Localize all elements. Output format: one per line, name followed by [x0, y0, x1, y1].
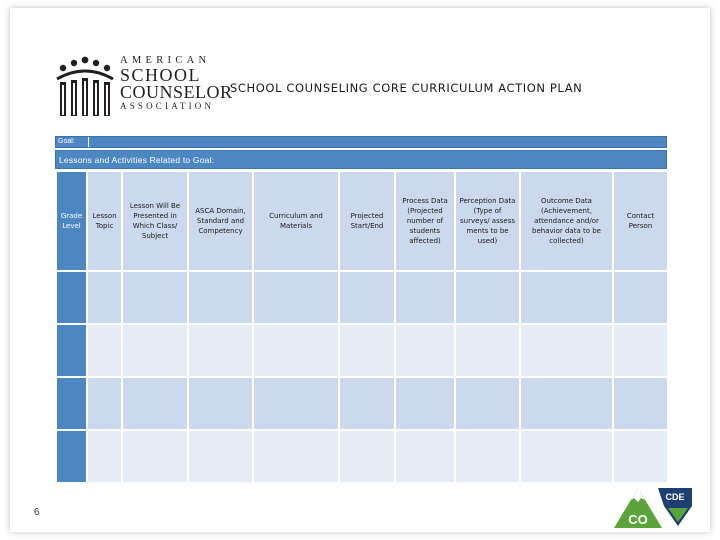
table-cell[interactable]: [122, 324, 188, 377]
logo-line-school: SCHOOL: [120, 65, 202, 85]
table-cell[interactable]: [613, 324, 668, 377]
table-cell[interactable]: [122, 377, 188, 430]
column-header-grade-level: Grade Level: [56, 171, 87, 271]
table-cell[interactable]: [455, 377, 520, 430]
table-cell[interactable]: [520, 377, 613, 430]
column-header-lesson-topic: Lesson Topic: [87, 171, 122, 271]
table-cell[interactable]: [520, 271, 613, 324]
table-cell[interactable]: [455, 271, 520, 324]
column-header-class-subject: Lesson Will Be Presented in Which Class/ Subject: [122, 171, 188, 271]
table-cell[interactable]: [188, 271, 253, 324]
page-number: 6: [34, 507, 40, 518]
goal-row[interactable]: [55, 136, 667, 148]
table-cell[interactable]: [56, 271, 87, 324]
table-cell[interactable]: [395, 271, 455, 324]
column-header-curriculum: Curriculum and Materials: [253, 171, 339, 271]
action-plan-table: [55, 170, 669, 484]
table-cell[interactable]: [87, 271, 122, 324]
table-cell[interactable]: [87, 377, 122, 430]
table-row: [56, 430, 668, 483]
column-header-projected-dates: Projected Start/End: [339, 171, 395, 271]
table-cell[interactable]: [395, 377, 455, 430]
table-cell[interactable]: [56, 324, 87, 377]
column-header-process-data: Process Data (Projected number of students affected): [395, 171, 455, 271]
table-cell[interactable]: [253, 271, 339, 324]
table-cell[interactable]: [520, 324, 613, 377]
page-title: SCHOOL COUNSELING CORE CURRICULUM ACTION PLAN: [230, 81, 583, 95]
goal-divider: [88, 137, 89, 147]
table-cell[interactable]: [87, 430, 122, 483]
table-row: [56, 324, 668, 377]
lessons-header: [55, 150, 667, 169]
logo-line-american: AMERICAN: [120, 55, 211, 66]
table-cell[interactable]: [253, 324, 339, 377]
cde-text: CDE: [665, 492, 685, 502]
table-cell[interactable]: [339, 430, 395, 483]
cde-co-logo: [612, 486, 694, 528]
column-header-asca-domain: ASCA Domain, Standard and Competency: [188, 171, 253, 271]
table-cell[interactable]: [87, 324, 122, 377]
table-cell[interactable]: [613, 271, 668, 324]
table-cell[interactable]: [122, 271, 188, 324]
colorado-mountain-icon: [612, 486, 694, 528]
lessons-label: Lessons and Activities Related to Goal:: [59, 155, 215, 165]
table-cell[interactable]: [395, 430, 455, 483]
table-cell[interactable]: [56, 377, 87, 430]
table-cell[interactable]: [455, 430, 520, 483]
table-row: [56, 271, 668, 324]
table-cell[interactable]: [613, 377, 668, 430]
table-cell[interactable]: [455, 324, 520, 377]
asca-logo: [52, 55, 233, 118]
column-header-contact-person: Contact Person: [613, 171, 668, 271]
table-cell[interactable]: [253, 377, 339, 430]
table-cell[interactable]: [56, 430, 87, 483]
table-cell[interactable]: [339, 271, 395, 324]
table-cell[interactable]: [188, 377, 253, 430]
table-cell[interactable]: [339, 324, 395, 377]
asca-figures-icon: [52, 55, 118, 118]
table-cell[interactable]: [395, 324, 455, 377]
table-row: [56, 377, 668, 430]
table-cell[interactable]: [253, 430, 339, 483]
table-cell[interactable]: [339, 377, 395, 430]
table-header-row: [56, 171, 668, 271]
logo-line-counselor: COUNSELOR: [120, 82, 233, 102]
column-header-outcome-data: Outcome Data (Achievement, attendance and/or behavior data to be collected): [520, 171, 613, 271]
table-cell[interactable]: [188, 324, 253, 377]
goal-label: Goal:: [58, 138, 75, 145]
table-cell[interactable]: [122, 430, 188, 483]
table-cell[interactable]: [188, 430, 253, 483]
column-header-perception-data: Perception Data (Type of surveys/ assess ments to be used): [455, 171, 520, 271]
logo-line-association: ASSOCIATION: [120, 101, 215, 111]
table-cell[interactable]: [613, 430, 668, 483]
table-cell[interactable]: [520, 430, 613, 483]
co-text: CO: [628, 512, 648, 527]
